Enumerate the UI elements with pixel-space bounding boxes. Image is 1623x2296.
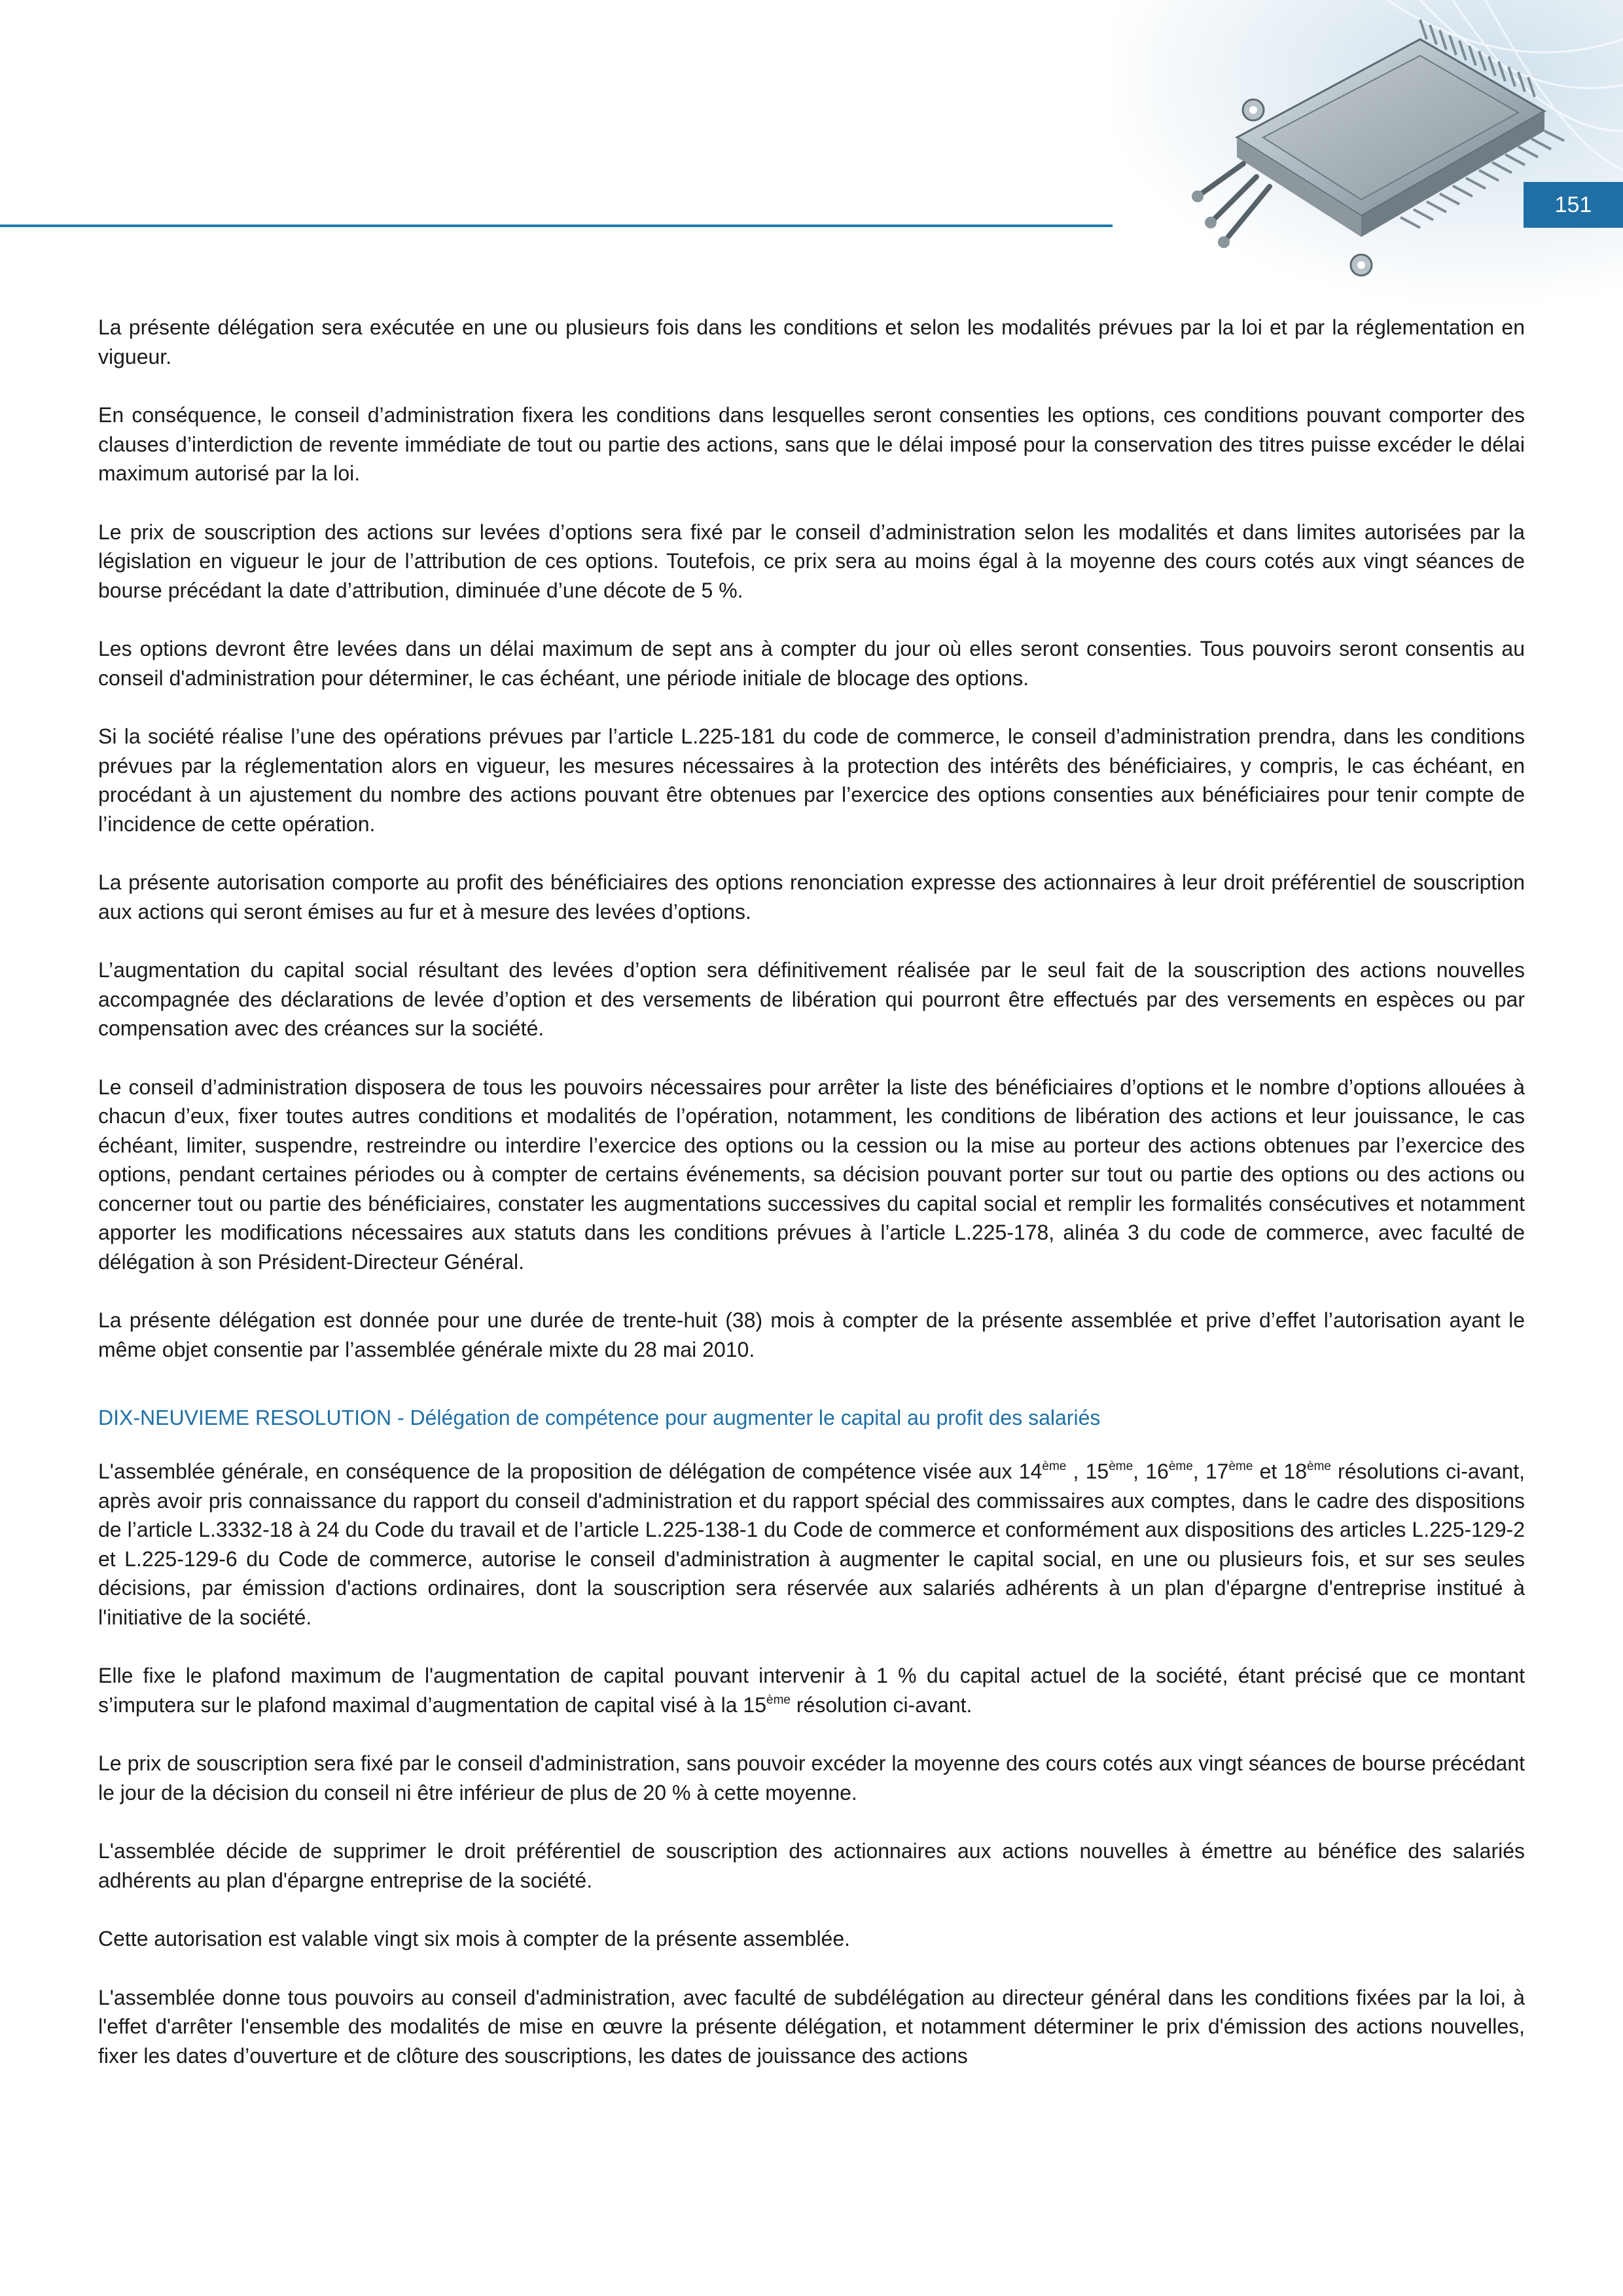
paragraph: Si la société réalise l’une des opérations prévues par l’article L.225-181 du code de commerce, le conseil d’administration prendra, dans les conditions prévues par la réglementation alors en vigueur, les mesures nécessaires à la protection des intérêts des bénéficiaires, y compris, le cas échéant, en procédant à un ajustement du nombre des actions pouvant être obtenues par l’exercice des options consenties aux bénéficiaires pour tenir compte de l’incidence de cette opération. xyxy=(98,725,1525,836)
paragraph: L’augmentation du capital social résultant des levées d’option sera définitivement réalisée par le seul fait de la souscription des actions nouvelles accompagnée des déclarations de levée d’option et des versements de libération qui pourront être effectués par des versements en espèces ou par compensation avec des créances sur la société. xyxy=(98,958,1525,1040)
superscript: ème xyxy=(1228,1460,1253,1473)
section-heading: DIX-NEUVIEME RESOLUTION - Délégation de compétence pour augmenter le capital au profit des salariés xyxy=(98,1406,1101,1429)
text-run: résolutions ci-avant, après avoir pris connaissance du rapport du conseil d'administration et du rapport spécial des commissaires aux comptes, dans le cadre des dispositions de l’article L.3332-18 à 24 du Code du travail et de l’article L.225-138-1 du Code de commerce et conformément aux dispositions des articles L.225-129-2 et L.225-129-6 du Code de commerce, autorise le conseil d'administration à augmenter le capital social, en une ou plusieurs fois, et sur ses seules décisions, par émission d'actions ordinaires, dont la souscription sera réservée aux salariés adhérents à un plan d'épargne d'entreprise institué à l'initiative de la société. xyxy=(98,1460,1525,1629)
superscript: ème xyxy=(1307,1460,1331,1473)
superscript: ème xyxy=(1168,1460,1193,1473)
paragraph xyxy=(98,1661,1525,1719)
paragraph: La présente délégation est donnée pour une durée de trente-huit (38) mois à compter de la présente assemblée et prive d’effet l’autorisation ayant le même objet consentie par l’assemblée générale mixte du 28 mai 2010. xyxy=(98,1308,1525,1361)
paragraph: Le prix de souscription sera fixé par le conseil d'administration, sans pouvoir excéder la moyenne des cours cotés aux vingt séances de bourse précédant le jour de la décision du conseil ni être inférieur de plus de 20 % à cette moyenne. xyxy=(98,1751,1525,1804)
paragraph: Le prix de souscription des actions sur levées d’options sera fixé par le conseil d’administration selon les modalités et dans limites autorisées par la législation en vigueur le jour de l’attribution de ces options. Toutefois, ce prix sera au moins égal à la moyenne des cours cotés aux vingt séances de bourse précédant la date d’attribution, diminuée d’une décote de 5 %. xyxy=(98,520,1525,602)
superscript: ème xyxy=(1042,1460,1067,1473)
page-number: 151 xyxy=(1524,182,1623,228)
superscript: ème xyxy=(766,1693,791,1707)
document-body xyxy=(98,313,1525,2100)
paragraph: La présente délégation sera exécutée en une ou plusieurs fois dans les conditions et selon les modalités prévues par la loi et par la réglementation en vigueur. xyxy=(98,315,1525,368)
paragraph: L'assemblée donne tous pouvoirs au conseil d'administration, avec faculté de subdélégation au directeur général dans les conditions fixées par la loi, à l'effet d'arrêter l'ensemble des modalités de mise en œuvre la présente délégation, et notamment déterminer le prix d'émission des actions nouvelles, fixer les dates d’ouverture et de clôture des souscriptions, les dates de jouissance des actions xyxy=(98,1985,1525,2068)
superscript: ème xyxy=(1109,1460,1133,1473)
paragraph xyxy=(98,1457,1525,1632)
text-run: L'assemblée générale, en conséquence de la proposition de délégation de compétence visée aux 14 xyxy=(98,1460,1043,1483)
text-run: et 18 xyxy=(1253,1460,1308,1483)
paragraph: En conséquence, le conseil d’administration fixera les conditions dans lesquelles seront consenties les options, ces conditions pouvant comporter des clauses d’interdiction de revente immédiate de tout ou partie des actions, sans que le délai imposé pour la conservation des titres puisse excéder le délai maximum autorisé par la loi. xyxy=(98,403,1525,485)
paragraph: L'assemblée décide de supprimer le droit préférentiel de souscription des actionnaires aux actions nouvelles à émettre au bénéfice des salariés adhérents au plan d'épargne entreprise de la société. xyxy=(98,1839,1525,1892)
paragraph: Cette autorisation est valable vingt six mois à compter de la présente assemblée. xyxy=(98,1927,851,1950)
paragraph: Les options devront être levées dans un délai maximum de sept ans à compter du jour où elles seront consenties. Tous pouvoirs seront consentis au conseil d'administration pour déterminer, le cas échéant, une période initiale de blocage des options. xyxy=(98,637,1525,690)
paragraph: Le conseil d’administration disposera de tous les pouvoirs nécessaires pour arrêter la liste des bénéficiaires d’options et le nombre d’options allouées à chacun d’eux, fixer toutes autres conditions et modalités de l’opération, notamment, les conditions de libération des actions et leur jouissance, le cas échéant, limiter, suspendre, restreindre ou interdire l’exercice des options ou la cession ou la mise au porteur des actions obtenues par l’exercice des options, pendant certaines périodes ou à compter de certains événements, sa décision pouvant porter sur tout ou partie des options ou des actions ou concerner tout ou partie des bénéficiaires, constater les augmentations successives du capital social et remplir les formalités consécutives et notamment apporter les modifications nécessaires aux statuts dans les conditions prévues à l’article L.225-178, alinéa 3 du code de commerce, avec faculté de délégation à son Président-Directeur Général. xyxy=(98,1075,1525,1274)
text-run: , 17 xyxy=(1192,1460,1229,1483)
circuit-module-image xyxy=(1113,0,1623,308)
text-run: , 16 xyxy=(1133,1460,1169,1483)
text-run: résolution ci-avant. xyxy=(790,1693,972,1717)
text-run: , 15 xyxy=(1066,1460,1109,1483)
header-rule xyxy=(0,224,1113,227)
text-run: Elle fixe le plafond maximum de l'augmentation de capital pouvant intervenir à 1 % du capital actuel de la société, étant précisé que ce montant s’imputera sur le plafond maximal d’augmentation de capital visé à la 15 xyxy=(98,1664,1525,1717)
paragraph: La présente autorisation comporte au profit des bénéficiaires des options renonciation expresse des actionnaires à leur droit préférentiel de souscription aux actions qui seront émises au fur et à mesure des levées d’options. xyxy=(98,870,1525,924)
